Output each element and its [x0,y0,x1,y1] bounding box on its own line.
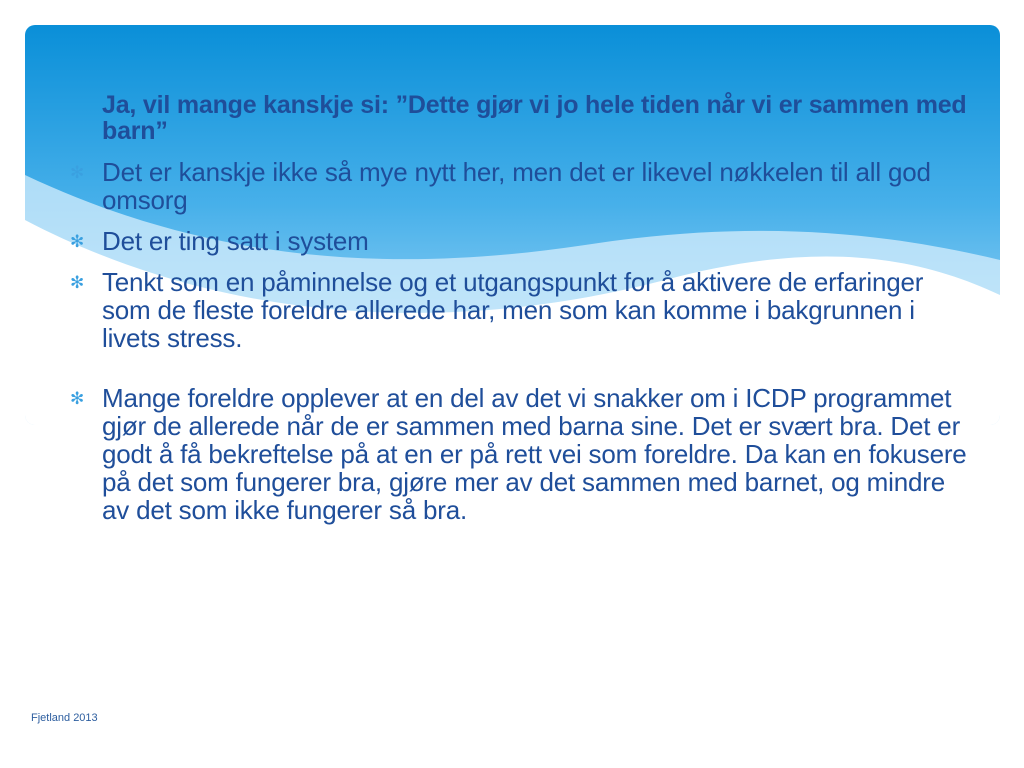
bullet-item [70,158,970,214]
asterisk-bullet-icon: ✻ [70,232,85,251]
asterisk-bullet-icon: ✻ [70,273,85,292]
bullet-text: Det er kanskje ikke så mye nytt her, men det er likevel nøkkelen til all god omsorg [102,157,931,215]
bullet-item [70,384,970,524]
asterisk-bullet-icon: ✻ [70,163,85,182]
slide-content [70,92,970,537]
bullet-text: Mange foreldre opplever at en del av det vi snakker om i ICDP programmet gjør de allerede når de er sammen med barna sine. Det er svært bra. Det er godt å få bekreftelse på at en er på rett vei som foreldre. Da kan en fokusere på det som fungerer bra, gjøre mer av det sammen med barnet, og mindre av det som ikke fungerer så bra. [102,383,967,525]
bullet-text: Tenkt som en påminnelse og et utgangspunkt for å aktivere de erfaringer som de fleste foreldre allerede har, men som kan komme i bakgrunnen i livets stress. [102,267,924,353]
bullet-text: Det er ting satt i system [102,226,369,256]
bullet-item [70,268,970,352]
lead-text: Ja, vil mange kanskje si: ”Dette gjør vi jo hele tiden når vi er sammen med barn” [102,91,967,145]
asterisk-bullet-icon: ✻ [70,389,85,408]
bullet-item [70,227,970,255]
footer-text: Fjetland 2013 [31,712,98,724]
